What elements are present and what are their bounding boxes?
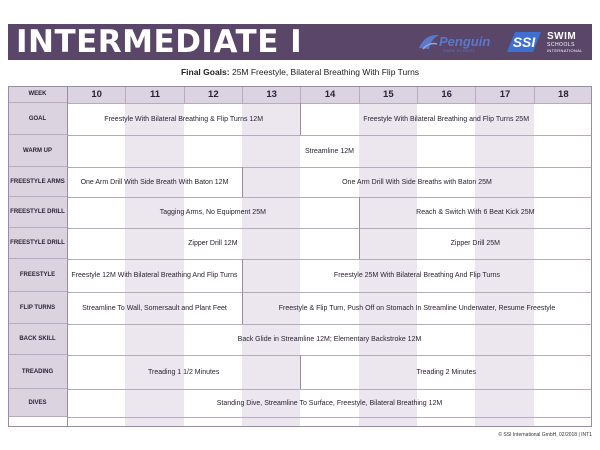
activity-cell: Standing Dive, Streamline To Surface, Freestyle, Bilateral Breathing 12M [216,399,443,407]
penguin-logo-name: Penguin [439,34,491,49]
row-label: FREESTYLE DRILL [8,228,67,259]
ssi-logo-line2: SCHOOLS [547,42,575,48]
row-label: TREADING [8,355,67,389]
row-label: FREESTYLE DRILL [8,197,67,228]
penguin-logo [413,29,493,55]
activity-cell: Freestyle 12M With Bilateral Breathing And Flip Turns [71,272,238,279]
row-label: FLIP TURNS [8,292,67,324]
final-goals-text: 25M Freestyle, Bilateral Breathing With Flip Turns [229,67,420,77]
week-number: 17 [475,86,533,103]
row-label: FREESTYLE ARMS [8,167,67,197]
activity-cell: Tagging Arms, No Equipment 25M [159,209,266,216]
activity-cell: Treading 1 1/2 Minutes [147,368,220,376]
segment-divider [242,259,243,292]
week-number: 16 [417,86,475,103]
activity-cell: Streamline 12M [304,147,355,155]
activity-cell: Reach & Switch With 6 Beat Kick 25M [416,209,535,216]
activity-cell: Back Glide in Streamline 12M; Elementary Backstroke 12M [237,336,422,343]
final-goals [0,67,600,77]
activity-cell: Streamline To Wall, Somersault and Plant Feet [82,304,227,312]
row-divider [67,417,592,418]
activity-cell: One Arm Drill With Side Breath With Baton 12M [80,178,229,186]
segment-divider [242,167,243,197]
row-label: FREESTYLE [8,259,67,292]
row-label: DIVES [8,389,67,417]
lesson-plan-table [8,86,592,427]
row-label: BACK SKILL [8,324,67,355]
ssi-logo-line3: INTERNATIONAL [547,48,583,53]
activity-cell: One Arm Drill With Side Breaths with Baton 25M [342,178,492,186]
segment-divider [300,355,301,389]
activity-cell: Freestyle With Bilateral Breathing & Flip Turns 12M [104,115,264,123]
segment-divider [242,292,243,324]
week-number: 11 [125,86,183,103]
row-label: WARM UP [8,135,67,167]
label-column-divider [67,86,68,427]
week-number: 13 [242,86,300,103]
activity-cell: Freestyle & Flip Turn, Push Off on Stomach In Streamline Underwater, Resume Freestyle [278,304,556,312]
ssi-logo-line1: SWIM [547,31,577,42]
segment-divider [300,103,301,135]
ssi-mark [505,30,543,54]
week-number: 12 [184,86,242,103]
activity-cell: Freestyle 25M With Bilateral Breathing And Flip Turns [333,272,501,279]
week-number: 14 [300,86,358,103]
copyright-footer: © SSI International GmbH, 02/2018 | INT1 [498,432,592,438]
activity-cell: Zipper Drill 25M [450,240,501,247]
activity-cell: Freestyle With Bilateral Breathing and Flip Turns 25M [363,115,530,123]
final-goals-label: Final Goals: [180,67,230,77]
week-number: 18 [534,86,592,103]
page-title: INTERMEDIATE I [16,24,303,60]
segment-divider [359,228,360,259]
penguin-icon [417,32,441,52]
week-number: 10 [67,86,125,103]
segment-divider [359,197,360,228]
activity-cell: Zipper Drill 12M [188,240,238,247]
row-label: GOAL [8,103,67,135]
penguin-logo-tagline: SWIM SCHOOL [443,48,476,53]
week-number: 15 [359,86,417,103]
title-banner [8,24,592,60]
ssi-mark-text: SSI [512,34,536,50]
activity-cell: Treading 2 Minutes [416,368,476,376]
week-header-label: WEEK [8,86,67,103]
ssi-logo [505,28,589,56]
